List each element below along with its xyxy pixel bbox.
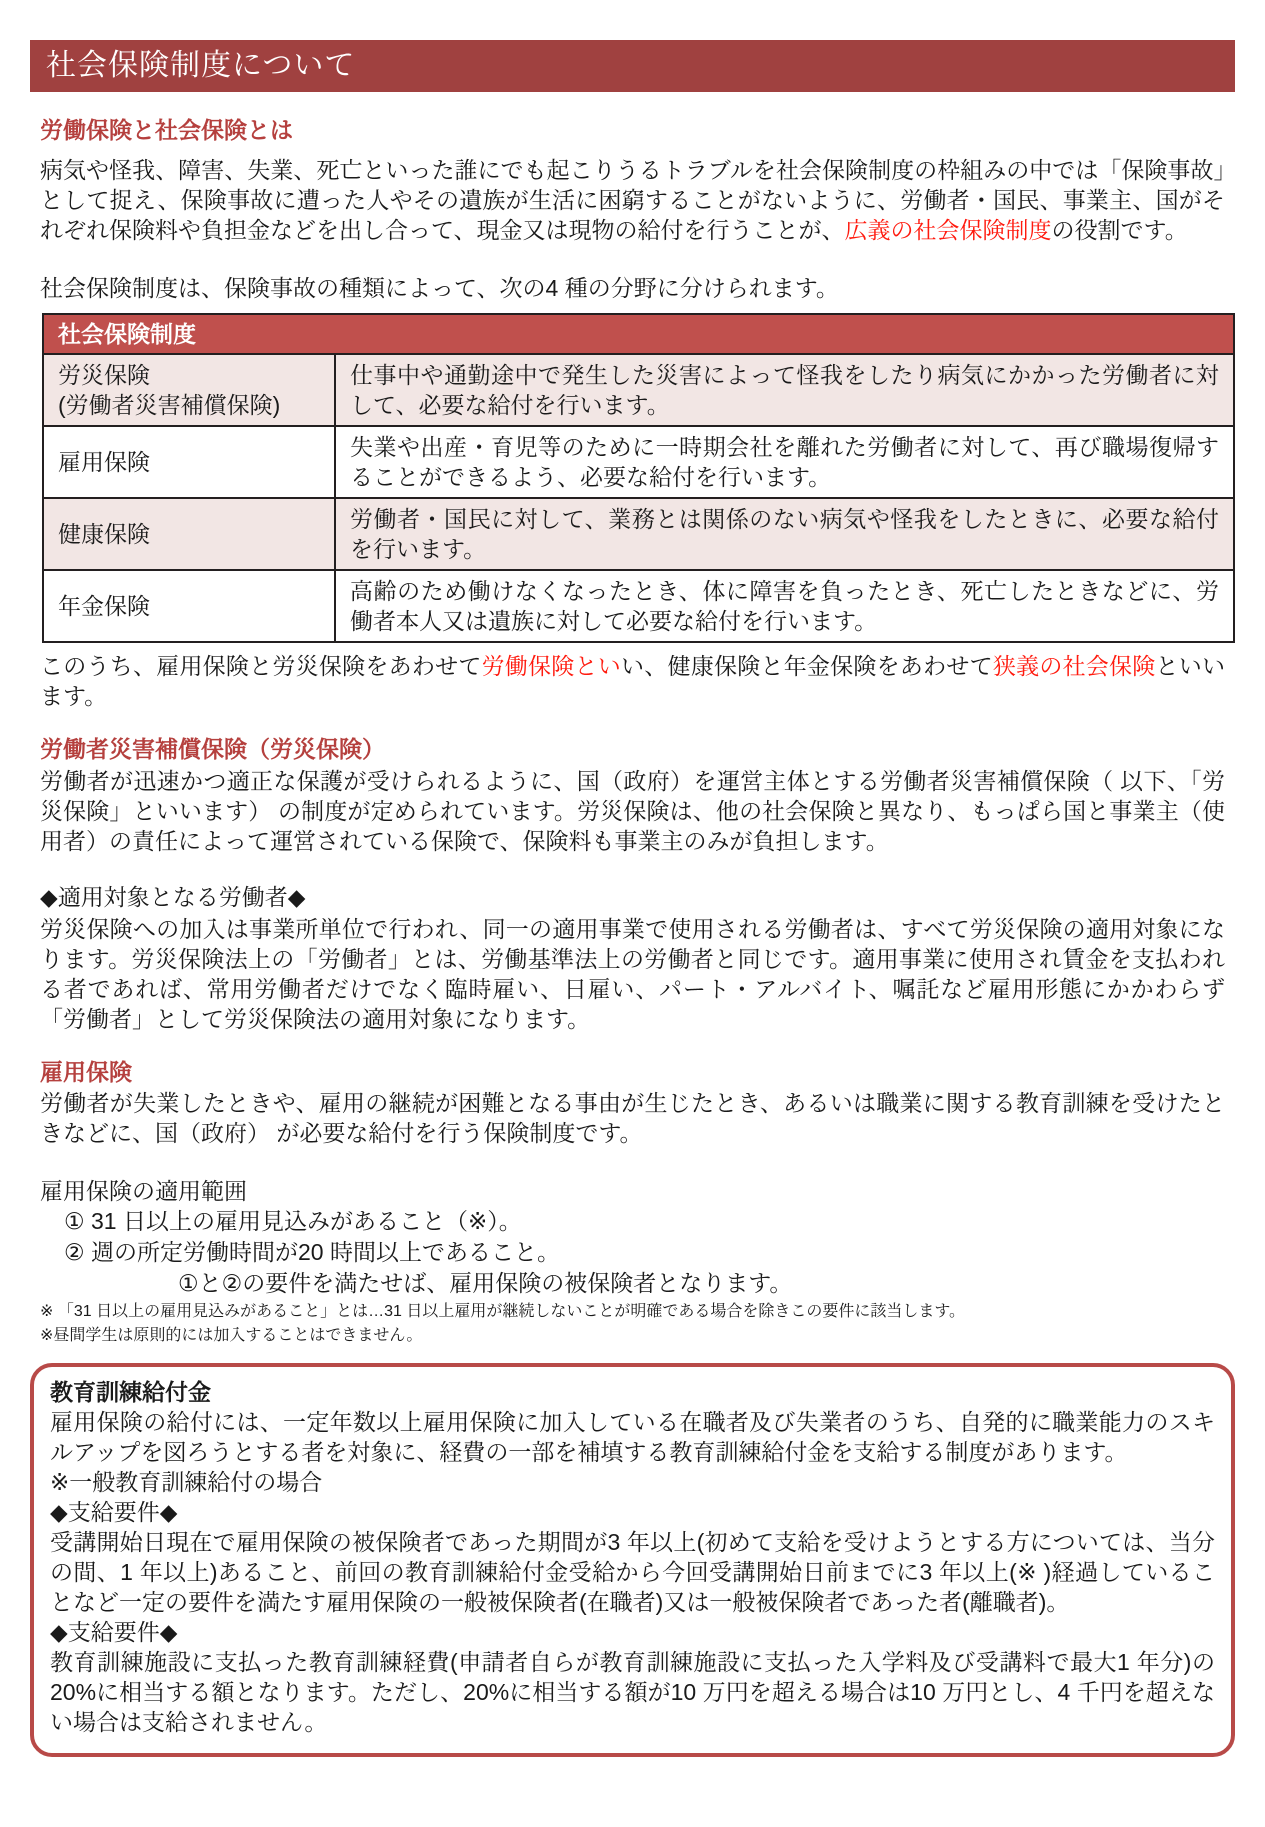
table-lead-paragraph: 社会保険制度は、保険事故の種類によって、次の4 種の分野に分けられます。 [40, 274, 839, 301]
table-header-cell: 社会保険制度 [43, 314, 1234, 354]
term-cell-koyo [43, 426, 335, 498]
section-heading-labor-and-social-insurance: 労働保険と社会保険とは [40, 117, 293, 143]
koyo-conclusion-line: ①と②の要件を満たせば、雇用保険の被保険者となります。 [178, 1270, 793, 1297]
section-heading-koyo-hoken: 雇用保険 [40, 1058, 132, 1085]
intro-text-post: の役割です。 [1051, 216, 1188, 243]
term-cell-rosai [43, 354, 335, 426]
table-summary-paragraph [40, 651, 1225, 711]
box-requirement-body-2: 教育訓練施設に支払った教育訓練経費(申請者自らが教育訓練施設に支払った入学料及び受講料で最大1 年分)の20%に相当する額となります。ただし、20%に相当する額が10 万円を超える場合は10 万円とし、4 千円を超えない場合は支給されません。 [50, 1649, 1215, 1736]
koyo-note-2: ※昼間学生は原則的には加入することはできません。 [40, 1327, 423, 1345]
koyo-condition-item-2: ② 週の所定労働時間が20 時間以上であること。 [64, 1239, 560, 1266]
koyo-note-1: ※ 「31 日以上の雇用見込みがあること」とは…31 日以上雇用が継続しないことが明確である場合を除きこの要件に該当します。 [40, 1303, 966, 1321]
term-rosai-line1: 労災保険 [58, 361, 150, 388]
page-title: 社会保険制度について [46, 49, 356, 82]
koyo-paragraph: 労働者が失業したときや、雇用の継続が困難となる事由が生じたとき、あるいは職業に関する教育訓練を受けたときなどに、国（政府） が必要な給付を行う保険制度です。 [40, 1090, 1225, 1147]
box-case-label: ※一般教育訓練給付の場合 [50, 1469, 323, 1496]
table-row-kenko [43, 498, 1234, 570]
term-nenkin-line1: 年金保険 [58, 592, 150, 619]
table-header-row [43, 314, 1234, 354]
intro-paragraph [40, 155, 1225, 245]
desc-cell-kenko: 労働者・国民に対して、業務とは関係のない病気や怪我をしたときに、必要な給付を行います。 [335, 498, 1234, 570]
summary-text-1: このうち、雇用保険と労災保険をあわせて [40, 652, 482, 679]
summary-text-2: い、健康保険と年金保険をあわせて [621, 652, 993, 679]
koyo-scope-title: 雇用保険の適用範囲 [40, 1178, 247, 1205]
box-intro-paragraph: 雇用保険の給付には、一定年数以上雇用保険に加入している在職者及び失業者のうち、自発的に職業能力のスキルアップを図ろうとする者を対象に、経費の一部を補填する教育訓練給付金を支給する制度があります。 [50, 1409, 1215, 1466]
page-title-bar [30, 40, 1235, 92]
social-insurance-table [42, 313, 1235, 643]
term-koyo-line1: 雇用保険 [58, 448, 150, 475]
table-row-koyo [43, 426, 1234, 498]
box-requirement-heading-1: ◆支給要件◆ [50, 1499, 178, 1526]
intro-text-pre: 病気や怪我、障害、失業、死亡といった誰にでも起こりうるトラブルを社会保険制度の枠組みの中では「保険事故」として捉え、保険事故に遭った人やその遺族が生活に困窮することがないように、労働者・国民、事業主、国がそれぞれ保険料や負担金などを出し合って、現金又は現物の給付を行うことが、 [40, 156, 1225, 243]
summary-text-3: といいます。 [40, 652, 1226, 709]
summary-red-kyogi: 狭義の社会保険 [992, 652, 1156, 679]
table-row-rosai [43, 354, 1234, 426]
rosai-sub-heading-applicable-workers: ◆適用対象となる労働者◆ [40, 883, 306, 910]
rosai-scope-paragraph: 労災保険への加入は事業所単位で行われ、同一の適用事業で使用される労働者は、すべて労災保険の適用対象になります。労災保険法上の「労働者」とは、労働基準法上の労働者と同じです。適用事業に使用され賃金を支払われる者であれば、常用労働者だけでなく臨時雇い、日雇い、パート・アルバイト、嘱託など雇用形態にかかわらず「労働者」として労災保険法の適用対象になります。 [40, 915, 1225, 1032]
kyoiku-kunren-kyufukin-box [30, 1363, 1235, 1757]
box-requirement-heading-2: ◆支給要件◆ [50, 1619, 178, 1646]
term-rosai-line2: (労働者災害補償保険) [58, 391, 281, 418]
intro-text-red-kogi: 広義の社会保険制度 [844, 216, 1052, 243]
desc-cell-rosai: 仕事中や通勤途中で発生した災害によって怪我をしたり病気にかかった労働者に対して、必要な給付を行います。 [335, 354, 1234, 426]
koyo-condition-item-1: ① 31 日以上の雇用見込みがあること（※）。 [64, 1208, 522, 1235]
table-row-nenkin [43, 570, 1234, 642]
desc-cell-nenkin: 高齢のため働けなくなったとき、体に障害を負ったとき、死亡したときなどに、労働者本人又は遺族に対して必要な給付を行います。 [335, 570, 1234, 642]
rosai-paragraph: 労働者が迅速かつ適正な保護が受けられるように、国（政府）を運営主体とする労働者災害補償保険（ 以下、「労災保険」といいます） の制度が定められています。労災保険は、他の社会保険と異なり、もっぱら国と事業主（使用者）の責任によって運営されている保険で、保険料も事業主のみが負担します。 [40, 767, 1225, 854]
term-kenko-line1: 健康保険 [58, 520, 150, 547]
box-requirement-body-1: 受講開始日現在で雇用保険の被保険者であった期間が3 年以上(初めて支給を受けようとする方については、当分の間、1 年以上)あること、前回の教育訓練給付金受給から今回受講開始日前までに3 年以上(※ )経過していることなど一定の要件を満たす雇用保険の一般被保険者(在職者)又は一般被保険者であった者(離職者)。 [50, 1529, 1215, 1616]
term-cell-kenko [43, 498, 335, 570]
term-cell-nenkin [43, 570, 335, 642]
box-title: 教育訓練給付金 [50, 1379, 211, 1406]
section-heading-rosai-hoken: 労働者災害補償保険（労災保険） [40, 735, 385, 762]
summary-red-rodo-hoken: 労働保険とい [481, 652, 622, 679]
desc-cell-koyo: 失業や出産・育児等のために一時期会社を離れた労働者に対して、再び職場復帰することができるよう、必要な給付を行います。 [335, 426, 1234, 498]
